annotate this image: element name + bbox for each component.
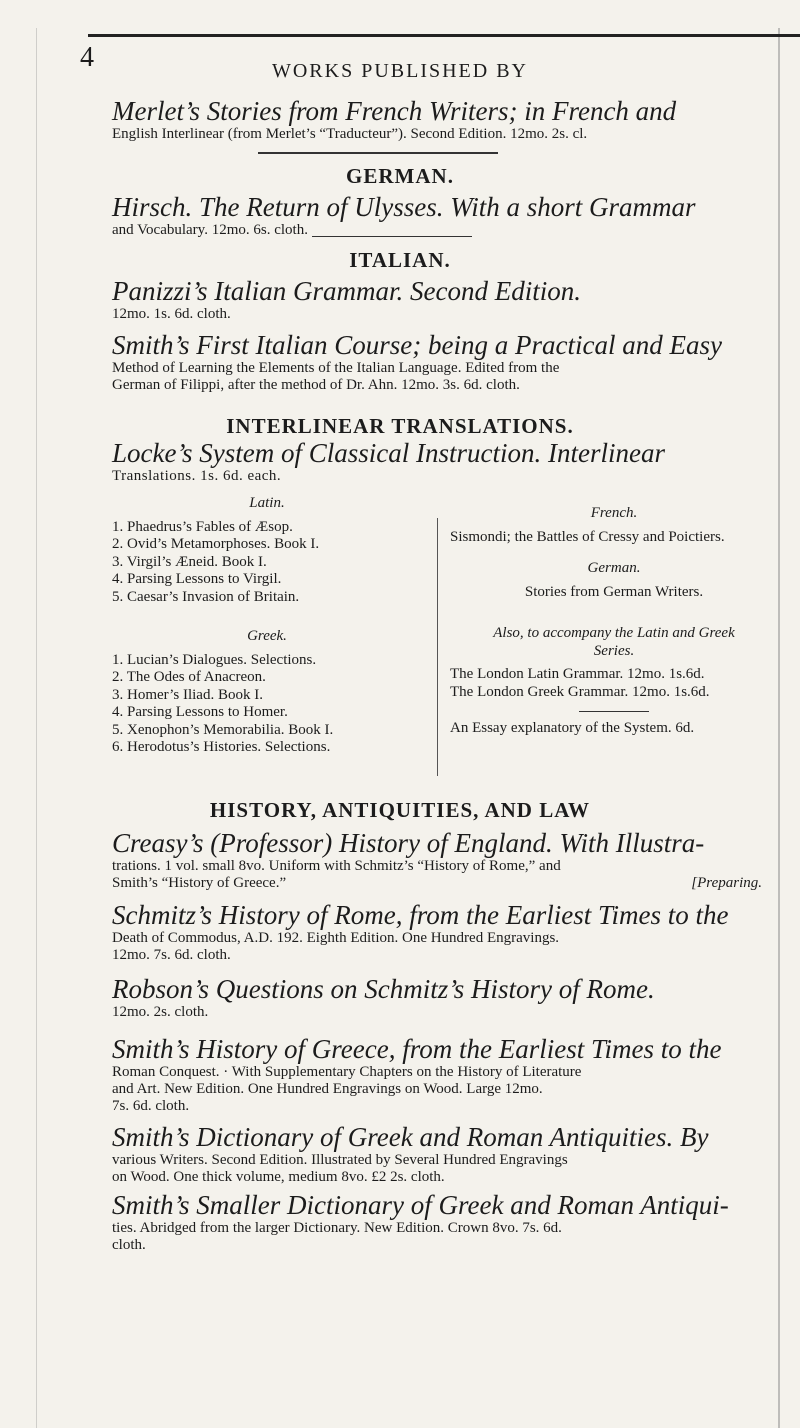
entry-title: Robson’s Questions on Schmitz’s History of Rome. <box>112 974 655 1004</box>
entry-desc: English Interlinear (from Merlet’s “Traducteur”). Second Edition. 12mo. 2s. cl. <box>112 126 588 142</box>
entry-desc: 7s. 6d. cloth. <box>112 1098 190 1114</box>
entry-title: Panizzi’s Italian Grammar. Second Edition. <box>112 276 582 306</box>
entry-desc: Translations. 1s. 6d. each. <box>112 468 282 484</box>
entry-title: Creasy’s (Professor) History of England. With Illustra- <box>112 828 705 858</box>
list-item: 5. Xenophon’s Memorabilia. Book I. <box>112 721 334 738</box>
entry-creasy <box>112 828 792 892</box>
entry-desc: trations. 1 vol. small 8vo. Uniform with Schmitz’s “History of Rome,” and <box>112 858 561 874</box>
entry-desc: Method of Learning the Elements of the Italian Language. Edited from the <box>112 360 560 376</box>
section-interlinear-heading: INTERLINEAR TRANSLATIONS. <box>226 414 574 438</box>
status-note: [Preparing. <box>691 875 762 891</box>
divider <box>579 711 649 712</box>
entry-smith-smaller-dictionary <box>112 1190 792 1254</box>
entry-desc: 12mo. 7s. 6d. cloth. <box>112 947 231 963</box>
also-note: Also, to accompany the Latin and Greek <box>493 625 735 641</box>
entry-merlet <box>112 96 792 143</box>
list-item: 3. Virgil’s Æneid. Book I. <box>112 553 267 570</box>
entry-title: Merlet’s Stories from French Writers; in French and <box>112 96 677 126</box>
german-heading: German. <box>587 560 641 576</box>
entry-smith-italian <box>112 330 792 394</box>
list-item: 2. The Odes of Anacreon. <box>112 669 266 685</box>
entry-desc: 12mo. 2s. cloth. <box>112 1004 209 1020</box>
entry-title: Smith’s Dictionary of Greek and Roman Antiquities. By <box>112 1122 709 1152</box>
list-item: The London Greek Grammar. 12mo. 1s.6d. <box>450 683 710 700</box>
list-item: 6. Herodotus’s Histories. Selections. <box>112 739 331 755</box>
entry-desc: various Writers. Second Edition. Illustrated by Several Hundred Engravings <box>112 1152 568 1168</box>
french-german-column <box>450 505 778 738</box>
list-item: An Essay explanatory of the System. 6d. <box>450 720 695 736</box>
entry-robson <box>112 974 792 1021</box>
entry-desc: German of Filippi, after the method of Dr. Ahn. 12mo. 3s. 6d. cloth. <box>112 377 520 393</box>
section-history-heading: HISTORY, ANTIQUITIES, AND LAW <box>209 798 591 822</box>
entry-desc: and Vocabulary. 12mo. 6s. cloth. <box>112 222 308 238</box>
entry-title: Smith’s Smaller Dictionary of Greek and Roman Antiqui- <box>112 1190 729 1220</box>
divider <box>258 152 498 154</box>
entry-desc <box>112 875 792 892</box>
latin-heading: Latin. <box>249 495 285 511</box>
column-divider <box>437 518 438 776</box>
list-item: 4. Parsing Lessons to Virgil. <box>112 571 282 587</box>
entry-desc-text: Smith’s “History of Greece.” <box>112 875 287 891</box>
list-item: 1. Lucian’s Dialogues. Selections. <box>112 651 317 668</box>
entry-desc: ties. Abridged from the larger Dictionary. New Edition. Crown 8vo. 7s. 6d. <box>112 1220 562 1236</box>
entry-desc: and Art. New Edition. One Hundred Engravings on Wood. Large 12mo. <box>112 1081 543 1097</box>
divider <box>312 236 472 237</box>
entry-title: Smith’s History of Greece, from the Earliest Times to the <box>112 1034 722 1064</box>
page-number: 4 <box>80 42 94 73</box>
list-item: Sismondi; the Battles of Cressy and Poictiers. <box>450 528 725 545</box>
entry-schmitz <box>112 900 792 964</box>
entry-title: Hirsch. The Return of Ulysses. With a short Grammar <box>112 192 696 222</box>
entry-title: Smith’s First Italian Course; being a Practical and Easy <box>112 330 722 360</box>
list-item: 2. Ovid’s Metamorphoses. Book I. <box>112 536 320 552</box>
entry-title: Schmitz’s History of Rome, from the Earliest Times to the <box>112 900 729 930</box>
entry-desc: cloth. <box>112 1237 146 1253</box>
entry-locke <box>112 438 792 485</box>
also-note: Series. <box>593 642 635 659</box>
entry-hirsch <box>112 192 792 239</box>
entry-desc: Roman Conquest. · With Supplementary Chapters on the History of Literature <box>112 1064 582 1080</box>
list-item: 1. Phaedrus’s Fables of Æsop. <box>112 518 293 535</box>
running-head: WORKS PUBLISHED BY <box>271 60 529 82</box>
list-item: 5. Caesar’s Invasion of Britain. <box>112 588 300 605</box>
greek-heading: Greek. <box>247 628 287 644</box>
latin-greek-column <box>112 495 422 757</box>
page-left-edge <box>36 28 37 1428</box>
entry-smith-dictionary <box>112 1122 792 1186</box>
entry-desc: on Wood. One thick volume, medium 8vo. £2 2s. cloth. <box>112 1169 445 1185</box>
list-item: 4. Parsing Lessons to Homer. <box>112 704 288 720</box>
entry-smith-greece <box>112 1034 792 1115</box>
list-item: The London Latin Grammar. 12mo. 1s.6d. <box>450 666 705 682</box>
header-rule <box>88 34 800 37</box>
french-heading: French. <box>590 505 638 521</box>
entry-desc: Death of Commodus, A.D. 192. Eighth Edition. One Hundred Engravings. <box>112 930 560 946</box>
list-item: Stories from German Writers. <box>524 583 704 600</box>
section-german-heading: GERMAN. <box>346 164 454 188</box>
list-item: 3. Homer’s Iliad. Book I. <box>112 686 263 703</box>
entry-title: Locke’s System of Classical Instruction. Interlinear <box>112 438 665 468</box>
entry-desc: 12mo. 1s. 6d. cloth. <box>112 306 231 322</box>
section-italian-heading: ITALIAN. <box>349 248 451 272</box>
entry-panizzi <box>112 276 792 323</box>
